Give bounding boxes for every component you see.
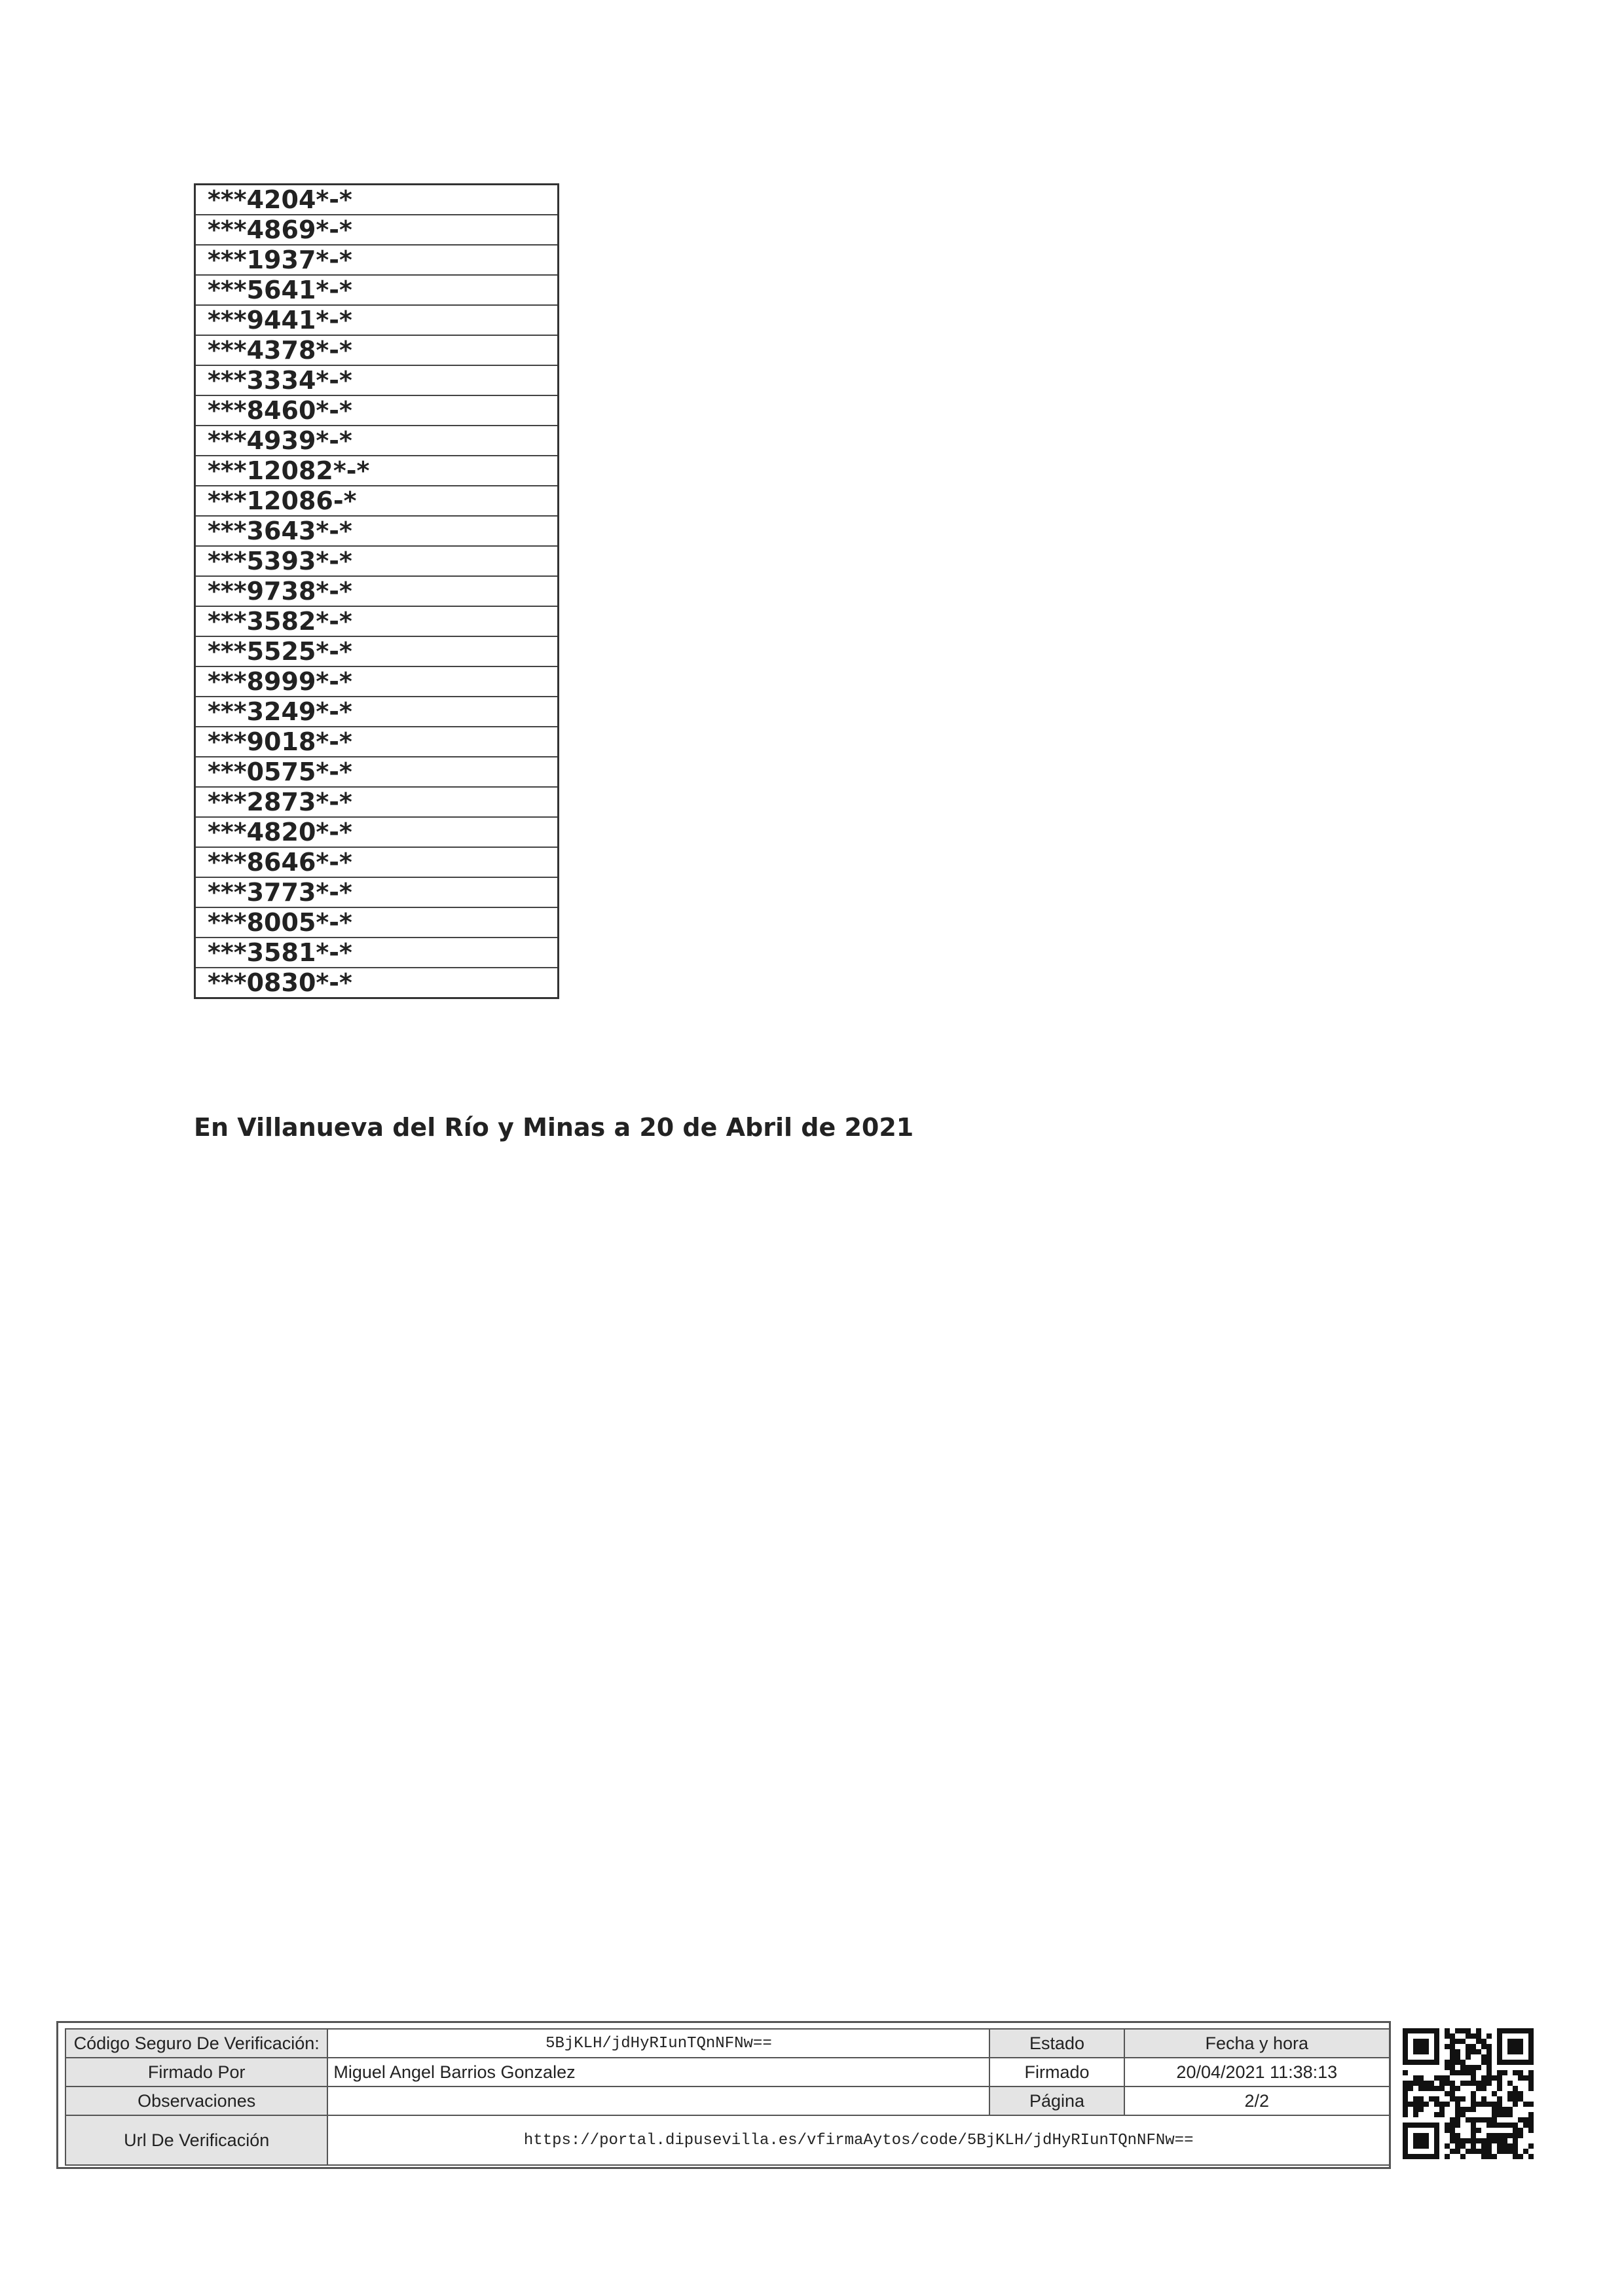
id-cell: ***3249*-* [195,697,559,727]
id-cell: ***4939*-* [195,426,559,456]
id-row [195,546,559,576]
id-cell: ***5393*-* [195,546,559,576]
firmado-label: Firmado Por [65,2058,327,2086]
id-cell: ***3334*-* [195,365,559,395]
id-row [195,365,559,395]
id-row [195,335,559,365]
id-cell: ***5641*-* [195,275,559,305]
id-row [195,486,559,516]
id-row [195,666,559,697]
id-row [195,697,559,727]
verification-row-url [65,2115,1390,2165]
id-row [195,245,559,275]
id-cell: ***12082*-* [195,456,559,486]
id-cell: ***1937*-* [195,245,559,275]
id-row [195,968,559,998]
id-row [195,636,559,666]
id-row [195,185,559,215]
id-cell: ***8999*-* [195,666,559,697]
verification-row-signer [65,2058,1390,2086]
id-cell: ***3581*-* [195,938,559,968]
id-row [195,275,559,305]
id-row [195,305,559,335]
id-row [195,395,559,426]
id-cell: ***4378*-* [195,335,559,365]
firmado-value: Miguel Angel Barrios Gonzalez [327,2058,989,2086]
id-cell: ***8005*-* [195,907,559,938]
id-cell: ***4204*-* [195,185,559,215]
id-cell: ***12086-* [195,486,559,516]
id-cell: ***4869*-* [195,215,559,245]
qr-code-icon [1403,2028,1534,2159]
id-row [195,757,559,787]
id-cell: ***9738*-* [195,576,559,606]
codigo-value: 5BjKLH/jdHyRIunTQnNFNw== [327,2029,989,2058]
id-cell: ***4820*-* [195,817,559,847]
id-row [195,456,559,486]
estado-label: Estado [989,2029,1124,2058]
codigo-label: Código Seguro De Verificación: [65,2029,327,2058]
verification-row-code [65,2029,1390,2058]
id-row [195,787,559,817]
id-row [195,516,559,546]
id-row [195,847,559,877]
observaciones-label: Observaciones [65,2086,327,2115]
id-row [195,877,559,907]
id-list-table [194,183,559,999]
pagina-label: Página [989,2086,1124,2115]
verification-box [56,2021,1391,2169]
id-row [195,576,559,606]
id-row [195,215,559,245]
id-cell: ***3773*-* [195,877,559,907]
id-row [195,727,559,757]
id-cell: ***8646*-* [195,847,559,877]
verification-table [65,2028,1390,2166]
id-cell: ***0575*-* [195,757,559,787]
id-row [195,606,559,636]
id-row [195,938,559,968]
id-cell: ***9018*-* [195,727,559,757]
id-cell: ***5525*-* [195,636,559,666]
estado-value: Firmado [989,2058,1124,2086]
pagina-value: 2/2 [1124,2086,1390,2115]
closing-statement: En Villanueva del Río y Minas a 20 de Abril de 2021 [194,1113,914,1142]
fecha-label: Fecha y hora [1124,2029,1390,2058]
id-cell: ***3582*-* [195,606,559,636]
fecha-value: 20/04/2021 11:38:13 [1124,2058,1390,2086]
url-label: Url De Verificación [65,2115,327,2165]
id-list-body [195,185,559,998]
id-cell: ***0830*-* [195,968,559,998]
id-row [195,426,559,456]
id-cell: ***3643*-* [195,516,559,546]
verification-row-notes [65,2086,1390,2115]
id-cell: ***8460*-* [195,395,559,426]
id-row [195,817,559,847]
url-value[interactable]: https://portal.dipusevilla.es/vfirmaAytos/code/5BjKLH/jdHyRIunTQnNFNw== [327,2115,1390,2165]
id-cell: ***2873*-* [195,787,559,817]
id-cell: ***9441*-* [195,305,559,335]
observaciones-value [327,2086,989,2115]
id-row [195,907,559,938]
